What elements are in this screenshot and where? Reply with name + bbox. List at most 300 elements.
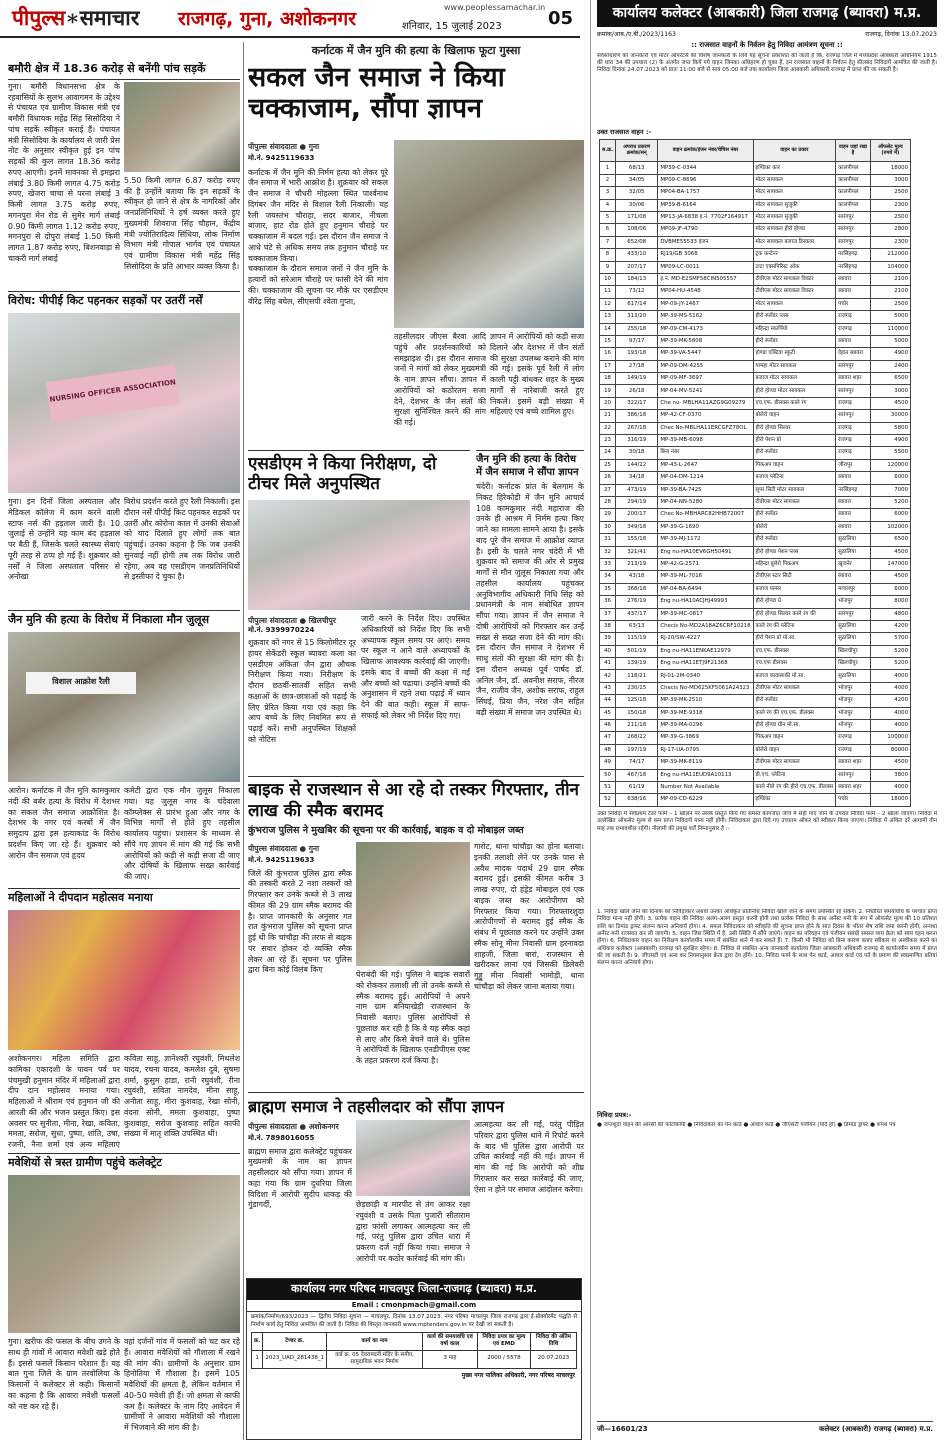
cell: 368/18 bbox=[616, 583, 658, 595]
cell: ब्यावरा शहर bbox=[836, 781, 871, 793]
cell: MP-09-DM-4255 bbox=[658, 360, 753, 372]
cell: 29 bbox=[600, 509, 616, 521]
cell: हीरो पेशन प्रो bbox=[753, 435, 836, 447]
notice-signature: कलेक्टर (आबकारी) राजगढ़ (ब्यावरा) म.प्र. bbox=[819, 1424, 933, 1433]
cell: कालपीपल bbox=[836, 162, 871, 174]
cell: सुठालिया bbox=[836, 670, 871, 682]
cell: MP-09-JY-1467 bbox=[658, 298, 753, 310]
cell: 200/17 bbox=[616, 509, 658, 521]
table-row bbox=[600, 435, 911, 447]
col-header: क्र. bbox=[252, 1332, 263, 1350]
story-text-2: कविता साहू, ज्ञानेश्वरी रघुवंशी, मिथलेश यादव, रचना यादव, कमलेश दुबे, सुषमा शर्मा, कुसुम हाडा, रानी रघुवंशी, रीना रघुवंशी, सविता नामदेव, मीना साहू, अनीता साहू, मीरा कुशवाह, रेखा सोनी, वंदना सोनी, ममता कुशवाहा, पुष्पा कुशवाहा, सरोज कुशवाह सहित काफी संख्या में मातृ शक्ति उपस्थित थीं। bbox=[124, 1054, 240, 1139]
cell: 638/16 bbox=[616, 794, 658, 806]
cell: Che nu- MBLHA11AZG9G09279 bbox=[658, 397, 753, 409]
cell: 7000 bbox=[870, 484, 910, 496]
cell: कालपीपल bbox=[836, 199, 871, 211]
cell: 230/15 bbox=[616, 682, 658, 694]
cell: 322/17 bbox=[616, 397, 658, 409]
photo-brahmin-samaj bbox=[356, 1120, 470, 1196]
cell: ब्यावरा शहर bbox=[836, 757, 871, 769]
cell: MP-39-BA-7425 bbox=[658, 484, 753, 496]
cell: टीवीएस मोटर सायकल bbox=[753, 682, 836, 694]
tender-table bbox=[251, 1332, 577, 1369]
table-row bbox=[600, 199, 911, 211]
cell: बजाज पल्सर bbox=[753, 583, 836, 595]
column-divider bbox=[243, 42, 244, 1440]
cell: 28 bbox=[600, 497, 616, 509]
cell: 652/08 bbox=[616, 236, 658, 248]
cell: बोलेरो bbox=[753, 521, 836, 533]
cell: कालपीपल bbox=[836, 174, 871, 186]
cell: MP-39-MK-8119 bbox=[658, 757, 753, 769]
cell: 255/18 bbox=[616, 323, 658, 335]
story-text-3: आत्महत्या कर ली गई, परंतु पीड़ित परिवार द्वारा पुलिस थाने में रिपोर्ट करने के बाद भी पुलिस द्वारा आरोपी पर उचित कार्रवाई नहीं की गई। ज्ञापन में मांग की गई कि आरोपी को शीघ्र गिरफ्तार कर सख्त कार्रवाई की जाए, ऐसा न होने पर समाज आंदोलन करेगा। bbox=[474, 1120, 584, 1194]
cell: मोटर सायकल bbox=[753, 187, 836, 199]
cell: हीरो स्प्लेंडर bbox=[753, 509, 836, 521]
cell: हीरो स्प्लेंडर bbox=[753, 534, 836, 546]
table-row bbox=[600, 583, 911, 595]
col-header: कार्य की समयावधि एवं वर्षा काल bbox=[422, 1332, 477, 1350]
story-text: शुक्रवार को नगर से 15 किलोमीटर दूर हायर सेकेंडरी स्कूल ब्यावरा कला का एसडीएम अंकिता जैन द्वारा औचक निरीक्षण किया गया। निरीक्षण के दौरान छठवीं-सातवीं सहित सभी कक्षाओं के छात्र-छात्राओं को पढ़ाई के लिए प्रेरित किया गया एवं कहा कि आप बच्चे के लिए नियमित रूप से पढ़ाई करें। सभी अनुपस्थित शिक्षकों को नोटिस bbox=[248, 638, 356, 744]
cell: 73/12 bbox=[616, 286, 658, 298]
table-row bbox=[600, 571, 911, 583]
cell: 37 bbox=[600, 608, 616, 620]
photo-nurses-rally bbox=[8, 313, 240, 493]
cell: बजाज प्लेटिना bbox=[753, 472, 836, 484]
col-header: स.क्र. bbox=[600, 140, 616, 162]
cell: राजगढ़ bbox=[836, 397, 871, 409]
cell: 501/19 bbox=[616, 645, 658, 657]
headline: मवेशियों से त्रस्त ग्रामीण पहुंचे कलेक्ट्रेट bbox=[8, 1156, 162, 1169]
cell: 43 bbox=[600, 682, 616, 694]
cell: 32 bbox=[600, 546, 616, 558]
table-row bbox=[600, 447, 911, 459]
story-text-4: ज्ञापन में आरोपियों को कड़ी सजा दिलाने और देशभर में जैन संतों की सुरक्षा उपलब्ध कराने की मांग की गई। इसके पूर्व रैली में लोग काली पट्टी बांधकर शहर के मुख्य मार्गों से नारेबाजी करते हुए निकले। इसमें बड़ी संख्या में महिलाएं एवं बच्चे शामिल हुए। bbox=[490, 332, 584, 417]
cell: हीरो होण्डा पेशन प्लस bbox=[753, 546, 836, 558]
cell: 108/06 bbox=[616, 224, 658, 236]
story-text: गुना। इन दिनों जिला अस्पताल और मेडिकल कॉलेज में काम करने वाली स्टाफ नर्स की हड़ताल जारी है। 10 जुलाई से उन्होंने यह काम बंद हड़ताल पर बैठी हैं, जिसके चलते स्वास्थ्य सेवाएं पूरी तरह से ठप्प हो गई हैं। शुक्रवार को नर्सों ने जिला अस्पताल परिसर से अनोखा bbox=[8, 497, 120, 582]
cell: भोजपुर bbox=[836, 596, 871, 608]
cell: 31 bbox=[600, 534, 616, 546]
story-text-2: छेड़छाड़ी व मारपीट से तंग आकर रक्षा रघुवंशी व उसके पिता पुजारी सीताराम द्वारा फांसी लगाकर आत्महत्या कर ली गई, परंतु पुलिस द्वारा उचित धारा में प्रकरण दर्ज नहीं किया गया। समाज ने आरोपी पर कठोर कार्रवाई की मांग की। bbox=[356, 1200, 470, 1263]
table-row bbox=[600, 620, 911, 632]
story-text-2: 5.50 किमी लागत 6.87 करोड़ रुपए की है उन्होंने बताया कि इन सड़कों के स्वीकृत हो जाने से क्षेत्र के नागरिकों और जनप्रतिनिधियों ने हर्ष व्यक्त करते हुए मुख्यमंत्री शिवराज सिंह चौहान, केंद्रीय मंत्री ज्योतिरादित्य सिंधिया, लोक निर्माण विभाग मंत्री गोपाल भार्गव एवं पंचायत एवं ग्रामीण विकास मंत्री महेंद्र सिंह सिसोदिया के प्रति आभार व्यक्त किया है। bbox=[124, 175, 240, 271]
cell: 34 bbox=[600, 571, 616, 583]
cell: 268/22 bbox=[616, 732, 658, 744]
table-row bbox=[600, 298, 911, 310]
cell: 3000 bbox=[870, 174, 910, 186]
cell: राजगढ़ bbox=[836, 744, 871, 756]
cell: हीरो होण्डा ग्रीन मो.सा. bbox=[753, 720, 836, 732]
table-row bbox=[600, 373, 911, 385]
cell: सुठालिया bbox=[836, 620, 871, 632]
cell: 20.07.2023 bbox=[530, 1350, 576, 1368]
cell: ब्यावरा शहर bbox=[836, 373, 871, 385]
cell: MP-04-DM-1214 bbox=[658, 472, 753, 484]
cell: 34/05 bbox=[616, 174, 658, 186]
cell: 10 bbox=[600, 273, 616, 285]
cell: 2100 bbox=[870, 273, 910, 285]
cell: 213/19 bbox=[616, 558, 658, 570]
table-row bbox=[600, 497, 911, 509]
cell: 7 bbox=[600, 236, 616, 248]
cell: MP-39-VA-5447 bbox=[658, 348, 753, 360]
cell: 51 bbox=[600, 781, 616, 793]
notice-date: राजगढ़, दिनांक 13.07.2023 bbox=[865, 30, 937, 38]
cell: 125/18 bbox=[616, 695, 658, 707]
issue-date: शनिवार, 15 जुलाई 2023 bbox=[402, 21, 502, 32]
cell: ब्यावरा bbox=[836, 521, 871, 533]
table-row bbox=[600, 422, 911, 434]
cell: 68/13 bbox=[616, 162, 658, 174]
cell: एच.एफ. डीलक्स काले रंग bbox=[753, 397, 836, 409]
table-row bbox=[600, 757, 911, 769]
cell: 184/13 bbox=[616, 273, 658, 285]
table-row bbox=[600, 162, 911, 174]
cell: 74/17 bbox=[616, 757, 658, 769]
subheadline: कुंभराज पुलिस ने मुखबिर की सूचना पर की कार्रवाई, बाइक व दो मोबाइल जब्त bbox=[248, 824, 524, 836]
paragraph-1: चंदेरी। कर्नाटक प्रांत के बेलगाम के निकट हिरेकोड़ी में जैन मुनि आचार्य 108 कामकुमार नंदी महाराज की उनके ही आश्रम में निर्मम हत्या किए जाने का मामला सामने आया है। इसके बाद पूरे जैन समाज में आक्रोश व्याप्त है। इसी के चलते नगर चंदेरी में भी शुक्रवार को समाज की ओर से प्रमुख मार्गों से मौन जुलूस निकाला गया और तहसील कार्यालय पहुंचकर अनुविभागीय अधिकारी निधि सिंह को प्रधानमंत्री के नाम संबोधित ज्ञापन सौंपा गया। ज्ञापन में जैन समाज ने दोषी आरोपियों को गिरफ्तार कर उन्हें सख्त से सख्त सजा देने की मांग की। bbox=[476, 482, 584, 642]
cell: MP-39-MA-0296 bbox=[658, 720, 753, 732]
story-stray-cattle bbox=[8, 1153, 240, 1440]
cell: 26/18 bbox=[616, 385, 658, 397]
cell: खिलचीपुर bbox=[836, 645, 871, 657]
cell: 30000 bbox=[870, 410, 910, 422]
cell: 197/19 bbox=[616, 744, 658, 756]
cell: 473/19 bbox=[616, 484, 658, 496]
col-header: वाहन का प्रकार bbox=[753, 140, 836, 162]
cell: 5000 bbox=[870, 311, 910, 323]
cell: भोजपुर bbox=[836, 707, 871, 719]
cell: 5200 bbox=[870, 497, 910, 509]
table-row bbox=[600, 682, 911, 694]
table-row bbox=[600, 707, 911, 719]
cell: 4000 bbox=[870, 707, 910, 719]
notice-intro: सर्वसाधारण को जानकारी एवं मोटर ऑपरेटर्स की विशेष जानकारी के लिये यह सूचना प्रकाशित की जाती है कि, राजगढ़ जिले में मध्यप्रदेश आबकारी अधिनियम 1915 की धारा 34 की उपधारा (2) के अंतर्गत जप्त किये गये वाहन जिनका अधिहरण हो चुका है, इन राजसात वाहनों के निर्वतन हेतु सीलबंद निविदायें आमंत्रित की जाती है। निविदा दिनांक 24.07.2023 को प्रातः 11:00 बजे से सायं 05:00 बजे तक कार्यालय जिला आबकारी अधिकारी राजगढ़ में प्राप्त की जा सकती है। bbox=[597, 52, 937, 74]
cell: Eng nu-HA11EUD9A10113 bbox=[658, 769, 753, 781]
cell: नरसिंहगढ़ bbox=[836, 261, 871, 273]
docs-list: ● जप्तशुदा वाहन की आरसी की फोटोकॉपी ● निविदाकार का पेन कार्ड ● आधार कार्ड ● जीएसटी पंजीयन (यदि हो) ● डिमांड ड्राफ्ट ● शपथ पत्र bbox=[597, 1121, 896, 1128]
byline-phone: मो.नं. 9425119633 bbox=[248, 856, 315, 865]
cell: हीरो होण्डा सिल्वर काले रंग की bbox=[753, 608, 836, 620]
cell: 3 bbox=[600, 187, 616, 199]
cell: देहात ब्यावरा bbox=[836, 348, 871, 360]
photo-minister bbox=[124, 82, 240, 172]
newspaper-logo: पीपुल्स∗समाचार bbox=[12, 5, 140, 30]
cell: 23 bbox=[600, 435, 616, 447]
cell: 47 bbox=[600, 732, 616, 744]
cell: Chec No-MBHARC82HHB72007 bbox=[658, 509, 753, 521]
headline: एसडीएम ने किया निरीक्षण, दो टीचर मिले अनुपस्थित bbox=[248, 454, 437, 495]
cell: MP-39-MJ-1172 bbox=[658, 534, 753, 546]
cell: राजगढ़ bbox=[836, 732, 871, 744]
table-row bbox=[600, 695, 911, 707]
cell: Number Not Available bbox=[658, 781, 753, 793]
cell: ब्यावरा bbox=[836, 286, 871, 298]
cell: 35 bbox=[600, 583, 616, 595]
table-row bbox=[600, 509, 911, 521]
cell: MP-39-ME-9318 bbox=[658, 707, 753, 719]
table-row bbox=[600, 459, 911, 471]
table-row bbox=[600, 484, 911, 496]
cell: 4500 bbox=[870, 546, 910, 558]
cell: 33 bbox=[600, 558, 616, 570]
byline-phone: मो.नं. 9425119633 bbox=[248, 154, 315, 163]
cell: 4500 bbox=[870, 571, 910, 583]
cell: MP09-LC-0011 bbox=[658, 261, 753, 273]
cell: 27 bbox=[600, 484, 616, 496]
cell: इण्डिका कार bbox=[753, 162, 836, 174]
cell: 6000 bbox=[870, 472, 910, 484]
cell: टीवीएस मोटर सायकल bbox=[753, 757, 836, 769]
cell: बजाज कावासाकी मो.सा. bbox=[753, 670, 836, 682]
table-row bbox=[600, 335, 911, 347]
cell: 13 bbox=[600, 311, 616, 323]
cell: 617/14 bbox=[616, 298, 658, 310]
notice-title: कार्यालय नगर परिषद माचलपुर जिला-राजगढ़ (ब्यावरा) म.प्र. bbox=[247, 1279, 581, 1300]
cell: MP39-B-6164 bbox=[658, 199, 753, 211]
cell: 118/21 bbox=[616, 670, 658, 682]
table-row bbox=[600, 658, 911, 670]
cell: 3800 bbox=[870, 769, 910, 781]
cell: 115/19 bbox=[616, 633, 658, 645]
table-row bbox=[600, 360, 911, 372]
cell: MP-39-MK-2510 bbox=[658, 695, 753, 707]
cell: 316/19 bbox=[616, 435, 658, 447]
cell: 433/10 bbox=[616, 249, 658, 261]
cell: बोलेरो वाहन bbox=[753, 744, 836, 756]
table-row bbox=[600, 323, 911, 335]
cell: MP09-C-8696 bbox=[658, 174, 753, 186]
cell: 40 bbox=[600, 645, 616, 657]
cell: सारंगपुर bbox=[836, 224, 871, 236]
headline: बमौरी क्षेत्र में 18.36 करोड़ से बनेंगी पांच सड़कें bbox=[8, 62, 206, 75]
cell: 2 bbox=[600, 174, 616, 186]
cell: 52 bbox=[600, 794, 616, 806]
col-header: निविदा की अंतिम तिथि bbox=[530, 1332, 576, 1350]
cell: खुजनेर bbox=[836, 558, 871, 570]
cell: Checis No-MD625KF5061A24323 bbox=[658, 682, 753, 694]
cell: 2500 bbox=[870, 298, 910, 310]
masthead bbox=[0, 0, 580, 38]
cell: हीरो होण्डा सिल्वर bbox=[753, 422, 836, 434]
cell: 18000 bbox=[870, 162, 910, 174]
cell: 5000 bbox=[870, 335, 910, 347]
cell: भोजपुर bbox=[836, 720, 871, 732]
col-header: अपराध प्रकरण क्रमांक/सन् bbox=[616, 140, 658, 162]
cell: महिन्द्रा स्कार्पियो bbox=[753, 323, 836, 335]
cell: जीरापुर bbox=[836, 459, 871, 471]
cell: 149/19 bbox=[616, 373, 658, 385]
cell: 211/18 bbox=[616, 720, 658, 732]
cell: 321/41 bbox=[616, 546, 658, 558]
cell: 5200 bbox=[870, 658, 910, 670]
table-row bbox=[600, 670, 911, 682]
cell: RJ-17-UA-0795 bbox=[658, 744, 753, 756]
story-text-2: घेराबंदी की गई। पुलिस ने बाइक सवारों को रोककर तलाशी ली तो उनके कब्जे से स्मैक बरामद हुई। आरोपियों ने अपने नाम ग्राम बनियाखेड़ी राजस्थान के निवासी बताए। पुलिस आरोपियों से पूछताछ कर रही है कि वे यह स्मैक कहां से लाए और किसे बेचने वाले थे। पुलिस ने आरोपियों के खिलाफ एनडीपीएस एक्ट के तहत प्रकरण दर्ज किया है। bbox=[356, 970, 470, 1065]
cell: 6000 bbox=[870, 509, 910, 521]
cell: 18 bbox=[600, 373, 616, 385]
table-row bbox=[600, 633, 911, 645]
cell: 9 bbox=[600, 261, 616, 273]
cell: 467/18 bbox=[616, 769, 658, 781]
cell: 4200 bbox=[870, 695, 910, 707]
cell: MP39-C-0344 bbox=[658, 162, 753, 174]
cell: MP-39-MS-5162 bbox=[658, 311, 753, 323]
notice-email: Email : cmonpmach@gmail.com bbox=[247, 1300, 581, 1312]
story-text: आरोन। कर्नाटक में जैन मुनि कामकुमार नंदी की बर्बर हत्या के विरोध में देशभर का सकल जैन समाज आक्रोशित है। देशभर के नगर एवं कस्बों में जैन समुदाय द्वारा इस हत्याकांड के विरोध प्रदर्शन किए जा रहे हैं। शुक्रवार को आरोन जैन समाज एवं हृदय bbox=[8, 786, 120, 860]
cell: 63/13 bbox=[616, 620, 658, 632]
headline: जैन मुनि की हत्या के विरोध में जैन समाज ने सौंपा ज्ञापन bbox=[476, 454, 579, 478]
col-header: टेण्डर क्र. bbox=[263, 1332, 327, 1350]
byline: पीपुल्स संवाददाता ● गुना bbox=[248, 844, 320, 853]
cell: MP-39-G-1690 bbox=[658, 521, 753, 533]
story-text: अशोकनगर। महिला समिति द्वारा कामिका एकादशी के पावन पर्व पर पंचमुखी हनुमान मंदिर में महिलाओं द्वारा दीप दान महोत्सव मनाया गया। महिलाओं ने श्रीराम एवं हनुमान जी की आरती की और भजन प्रस्तुत किए। इस अवसर पर सुनीता, मीना, रेखा, कविता, ममता, सरोज, सुधा, पुष्पा, शांति, उषा, रजनी, नैना शर्मा एवं अन्य महिलाएं bbox=[8, 1054, 120, 1149]
cell: MP04-HU-4548 bbox=[658, 286, 753, 298]
cell: सुपर सिटी मोटर सायकल bbox=[753, 484, 836, 496]
cell: MP-04-BA-6494 bbox=[658, 583, 753, 595]
story-text bbox=[476, 482, 584, 744]
cell: MP-43-L-2647 bbox=[658, 459, 753, 471]
cell: मोटर सायकल हीरो होण्डा bbox=[753, 224, 836, 236]
cell: 97/17 bbox=[616, 335, 658, 347]
cell: हीरो होण्डा मोटर सायकल bbox=[753, 385, 836, 397]
byline: पीपुल्स संवाददाता ● खिलचीपुर bbox=[248, 616, 336, 625]
cell: 139/19 bbox=[616, 658, 658, 670]
table-row bbox=[600, 472, 911, 484]
cell: 11 bbox=[600, 286, 616, 298]
cell: 150/18 bbox=[616, 707, 658, 719]
cell: 4500 bbox=[870, 397, 910, 409]
cell: सारंगपुर bbox=[836, 360, 871, 372]
page-number: 05 bbox=[548, 8, 574, 29]
photo-women-celebration bbox=[8, 910, 240, 1050]
cell: कालपीपल bbox=[836, 187, 871, 199]
rally-banner: NURSING OFFICER ASSOCIATION bbox=[46, 364, 180, 422]
table-row bbox=[600, 249, 911, 261]
cell: 212000 bbox=[870, 249, 910, 261]
cell: 20 bbox=[600, 397, 616, 409]
cell: ब्यावरा bbox=[836, 273, 871, 285]
table-row bbox=[600, 385, 911, 397]
story-sdm-inspection bbox=[248, 450, 470, 772]
cell: 5700 bbox=[870, 633, 910, 645]
cell: 2000 / 5578 bbox=[477, 1350, 530, 1368]
cell: राजगढ़ bbox=[836, 435, 871, 447]
cell: हीरो स्प्लेंडर bbox=[753, 695, 836, 707]
story-deepdan bbox=[8, 888, 240, 1150]
story-jain-memorandum bbox=[476, 450, 584, 772]
cell: मोटर सायकल bbox=[753, 174, 836, 186]
cell: 3000 bbox=[870, 385, 910, 397]
cell: टीवीएस मोटर सायकल bbox=[753, 497, 836, 509]
cell: 2800 bbox=[870, 224, 910, 236]
cell: नरसिंहगढ़ bbox=[836, 484, 871, 496]
table-row bbox=[600, 769, 911, 781]
cell: खिलचीपुर bbox=[836, 658, 871, 670]
cell: 36 bbox=[600, 596, 616, 608]
cell: 276/19 bbox=[616, 596, 658, 608]
cell: 22 bbox=[600, 422, 616, 434]
cell: मोटर सायकल bbox=[753, 298, 836, 310]
cell: डी.एच. प्लेटिना bbox=[753, 769, 836, 781]
cell: राजगढ़ bbox=[836, 323, 871, 335]
cell: 4000 bbox=[870, 720, 910, 732]
cell: पिकअप वाहन bbox=[753, 459, 836, 471]
cell: 12 bbox=[600, 298, 616, 310]
cell: इण्डिका bbox=[753, 794, 836, 806]
cell: 30/06 bbox=[616, 199, 658, 211]
lead-story bbox=[248, 44, 584, 446]
cell: हीरो पैशन प्रो मो.सा. bbox=[753, 633, 836, 645]
notice-ref: क्रमांक/आब./ए.बी./2023/1163 bbox=[597, 30, 676, 38]
cell: बोलेरो वाहन bbox=[753, 410, 836, 422]
cell: Eng nu-HA11ETJ9F21368 bbox=[658, 658, 753, 670]
story-text: जिले की कुंभराज पुलिस द्वारा स्मैक की तस्करी करते 2 नशा तस्करों को गिरफ्तार कर उनके कब्जे से 3 लाख कीमत की 29 ग्राम स्मैक बरामद की है। प्राप्त जानकारी के अनुसार गत रात कुंभराज पुलिस को सूचना प्राप्त हुई थी कि चांचौड़ा की तरफ से बाइक पर सवार होकर दो व्यक्ति स्मैक लेकर आ रहे हैं। सूचना पर पुलिस द्वारा बिना कोई विलंब किए bbox=[248, 868, 352, 975]
cell: 26 bbox=[600, 472, 616, 484]
story-text bbox=[248, 168, 388, 446]
cell: 386/18 bbox=[616, 410, 658, 422]
story-brahmin-memorandum bbox=[248, 1092, 584, 1276]
cell: बजाज मोटर सायकल bbox=[753, 373, 836, 385]
cell: माचलपुर bbox=[836, 583, 871, 595]
cell: काले नीले रंग की हीरो एच.एफ. डीलक्स bbox=[753, 781, 836, 793]
cell: 120000 bbox=[870, 459, 910, 471]
cell: 30/18 bbox=[616, 447, 658, 459]
notice-subject: :: राजसात वाहनों के निर्वतन हेतु निविदा आमंत्रण सूचना :: bbox=[691, 41, 843, 50]
cell: 193/18 bbox=[616, 348, 658, 360]
headline: विरोध: पीपीई किट पहनकर सड़कों पर उतरीं नर्सें bbox=[8, 294, 203, 307]
col-header: वाहन क्रमांक/इंजन नंबर/चेचिस नंबर bbox=[658, 140, 753, 162]
cell: 2500 bbox=[870, 187, 910, 199]
notice-signature: मुख्य नगर पालिका अधिकारी, नगर परिषद माचलपुर bbox=[461, 1371, 575, 1379]
cell: हीरो स्प्लेंडर bbox=[753, 335, 836, 347]
cell: 41 bbox=[600, 658, 616, 670]
headline: जैन मुनि की हत्या के विरोध में निकाला मौन जुलूस bbox=[8, 613, 210, 626]
notice-text: क्रमांक/निर्माण/693/2023 — द्वितीय निविदा सूचना — माचलपुर, दिनांक 13.07.2023. नगर परिषद माचलपुर जिला राजगढ़ द्वारा ई-प्रोक्योरमेंट पद्धति से निर्माण कार्य हेतु निविदा आमंत्रित की जाती है। निविदा की विस्तृत जानकारी www.mptenders.gov.in पर देखी जा सकती है। bbox=[251, 1314, 577, 1328]
cell: 6500 bbox=[870, 373, 910, 385]
story-text-2: जारी करने के निर्देश दिए। उपस्थित अधिकारियों को निर्देश दिए कि सभी अध्यापक स्कूल समय पर आएं। समय पर स्कूल न आने वाले अध्यापकों के खिलाफ आवश्यक कार्रवाई की जाएगी। इसके बाद वे बच्चों की कक्षा में गईं और बच्चों को पढ़ाया। उन्होंने बच्चों की अनुशासन में रहने तथा पढ़ाई में ध्यान देने की बात कही। स्कूल में साफ-सफाई को लेकर भी निर्देश दिए गए। bbox=[361, 614, 470, 720]
cell: होण्डा एक्टिवा स्कूटी bbox=[753, 348, 836, 360]
cell: MP-42-G-2571 bbox=[658, 558, 753, 570]
story-text-2: कमेटी द्वारा एक मौन जुलूस निकाला गया। यह जुलूस नगर के चंदेवाला कॉम्प्लेक्स से प्रारंभ हुआ और नगर के विभिन्न मार्गों से होते हुए तहसील कार्यालय पहुंचा। प्रशासन के माध्यम से सौंपे गए ज्ञापन में मांग की गई कि सभी आरोपियों को कड़ी से कड़ी सजा दी जाए और दोषियों के खिलाफ सख्त कार्रवाई की जाए। bbox=[124, 786, 240, 881]
docs-heading: निविदा प्रपत्र:- bbox=[597, 1110, 632, 1119]
table-row bbox=[600, 311, 911, 323]
cell: 5800 bbox=[870, 422, 910, 434]
cell: मोटर सायकल सुजुकी bbox=[753, 199, 836, 211]
story-smack-seizure bbox=[248, 776, 584, 1088]
cell: 17 bbox=[600, 360, 616, 372]
cell: 18000 bbox=[870, 794, 910, 806]
cell: 4000 bbox=[870, 781, 910, 793]
cell: यामहा मोटर सायकल bbox=[753, 360, 836, 372]
cell: पचोर bbox=[836, 794, 871, 806]
table-row bbox=[600, 286, 911, 298]
cell: 437/17 bbox=[616, 608, 658, 620]
table-row bbox=[600, 212, 911, 224]
cell: ब्यावरा bbox=[836, 472, 871, 484]
cell: वार्ड क्र. 05 देवरामदनी मंदिर के समीप, सामुदायिक भवन निर्माण bbox=[327, 1350, 423, 1368]
notice-terms: 1. निविदा खोले जाने की दिनांक को निविदाकार अथवा उनका अधिकृत प्रतिनिधि निविदा खोले जाने के समय उपस्थित रह सकेंगे। 2. निर्धारित समयावधि के पश्चात प्राप्त निविदा मान्य नहीं होगी। 3. प्रत्येक वाहन की निविदा अलग-अलग प्रस्तुत करनी होगी तथा प्रत्येक निविदा के साथ अर्नेस्ट मनी के रूप में ऑफसेट मूल्य की 10 प्रतिशत राशि का डिमांड ड्राफ्ट संलग्न करना अनिवार्य होगा। 4. सफल निविदाकार को स्वीकृति की सूचना प्राप्त होने के सात दिवस के भीतर शेष राशि जमा करनी होगी, अन्यथा अर्नेस्ट मनी राजसात कर ली जाएगी। 5. वाहन जिस स्थिति में है, उसी स्थिति में सौंपे जाएंगे। वाहन का परिवहन एवं पंजीयन संबंधी समस्त व्यय क्रेता को स्वयं वहन करना होगा। 6. निविदाकार वाहन का निरीक्षण कार्यालयीन समय में संबंधित थाने में कर सकते हैं। 7. किसी भी निविदा को बिना कारण बताए स्वीकार या अस्वीकार करने का अधिकार कलेक्टर (आबकारी) राजगढ़ को सुरक्षित रहेगा। 8. निविदा से संबंधित अन्य जानकारी कार्यालय जिला आबकारी अधिकारी राजगढ़ से कार्यालयीन समय में प्राप्त की जा सकती है। 9. जीएसटी एवं अन्य कर नियमानुसार क्रेता द्वारा देय होंगे। 10. निविदा फार्म के साथ पेन कार्ड, आधार कार्ड एवं पते के प्रमाण की स्वप्रमाणित प्रतियां संलग्न करना अनिवार्य होगा। bbox=[597, 908, 937, 967]
cell: 16 bbox=[600, 348, 616, 360]
cell: Checis No-MD2A18AZ6CRF10218 bbox=[658, 620, 753, 632]
cell: 5200 bbox=[870, 645, 910, 657]
website-url: www.peoplessamachar.in bbox=[444, 3, 546, 12]
story-text-2: वहां दर्जनों गांव में फसलों को चट कर रहे हैं। आवारा मवेशियों को गौशाला में रखने की मांग की। ग्रामीणों के अनुसार ग्राम हिनोतिया में गौशाला है। इसमें 105 मवेशियों की क्षमता है, लेकिन वर्तमान में 40-50 मवेशी ही हैं। जो क्षमता से काफी कम है। कलेक्टर के नाम दिए आवेदन में ग्रामीणों ने आवारा मवेशियों को गौशाला में भिजवाने की मांग की है। bbox=[124, 1337, 240, 1432]
table-row bbox=[600, 534, 911, 546]
cell: 294/19 bbox=[616, 497, 658, 509]
headline: बाइक से राजस्थान से आ रहे दो तस्कर गिरफ्तार, तीन लाख की स्मैक बरामद bbox=[248, 780, 579, 822]
